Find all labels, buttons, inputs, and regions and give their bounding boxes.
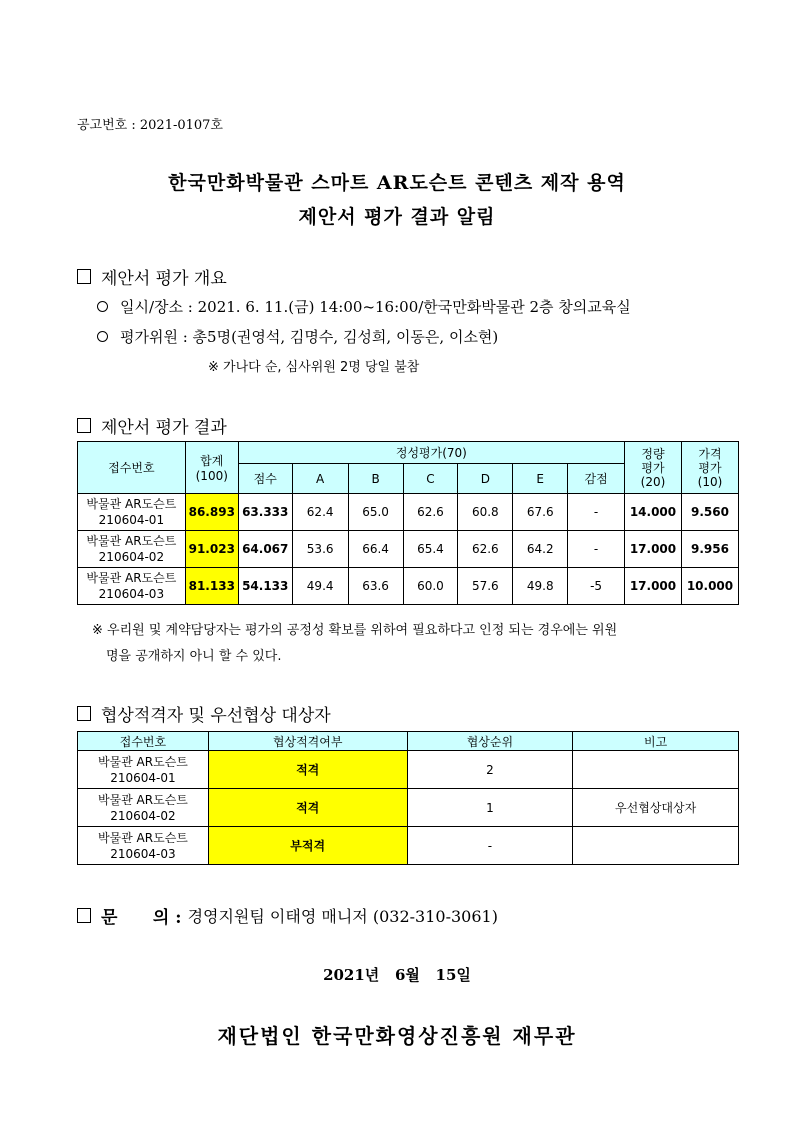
header-total-sub: (100)	[195, 469, 228, 483]
cell-e: 49.8	[513, 568, 568, 605]
header-score: 점수	[238, 464, 292, 494]
id-line1: 박물관 AR도슨트	[97, 754, 188, 769]
overview-item-text: 평가위원 : 총5명(권영석, 김명수, 김성희, 이동은, 이소현)	[120, 328, 499, 346]
cell-remark: 우선협상대상자	[573, 789, 739, 827]
cell-b: 65.0	[348, 494, 403, 531]
section-overview-title: 제안서 평가 개요	[101, 269, 227, 289]
id-line2: 210604-01	[98, 513, 165, 527]
cell-rank: 2	[407, 751, 573, 789]
cell-d: 57.6	[458, 568, 513, 605]
cell-price: 9.956	[681, 531, 738, 568]
cell-eligibility: 부적격	[208, 827, 407, 865]
cell-penalty: -5	[568, 568, 625, 605]
cell-price: 10.000	[681, 568, 738, 605]
id-line1: 박물관 AR도슨트	[86, 534, 177, 548]
cell-rank: -	[407, 827, 573, 865]
section-results-heading	[77, 413, 227, 438]
cell-a: 53.6	[292, 531, 348, 568]
cell-rank: 1	[407, 789, 573, 827]
issuing-organization: 재단법인 한국만화영상진흥원 재무관	[217, 1024, 577, 1048]
header-id: 접수번호	[78, 442, 186, 494]
cell-a: 49.4	[292, 568, 348, 605]
header-remark: 비고	[573, 732, 739, 751]
header-quantitative	[625, 442, 682, 494]
section-overview-heading	[77, 264, 227, 289]
results-footnote	[92, 618, 742, 670]
cell-e: 64.2	[513, 531, 568, 568]
header-rank: 협상순위	[407, 732, 573, 751]
cell-quant: 14.000	[625, 494, 682, 531]
contact-label: 문 의 :	[101, 908, 182, 928]
cell-id	[78, 494, 186, 531]
id-line1: 박물관 AR도슨트	[86, 497, 177, 511]
cell-remark	[573, 751, 739, 789]
evaluation-results-table	[77, 441, 739, 605]
header-c: C	[403, 464, 458, 494]
cell-eligibility: 적격	[208, 751, 407, 789]
header-e: E	[513, 464, 568, 494]
cell-eligibility: 적격	[208, 789, 407, 827]
overview-note: ※ 가나다 순, 심사위원 2명 당일 불참	[208, 360, 420, 375]
cell-id	[78, 827, 209, 865]
cell-e: 67.6	[513, 494, 568, 531]
header-quant-label2: 평가	[641, 460, 665, 475]
cell-remark	[573, 827, 739, 865]
table-row	[78, 568, 739, 605]
table-row	[78, 751, 739, 789]
section-contact	[77, 903, 498, 928]
document-title: 한국만화박물관 스마트 AR도슨트 콘텐츠 제작 용역	[168, 172, 626, 194]
cell-a: 62.4	[292, 494, 348, 531]
header-id: 접수번호	[78, 732, 209, 751]
table-row	[78, 531, 739, 568]
id-line1: 박물관 AR도슨트	[97, 792, 188, 807]
id-line1: 박물관 AR도슨트	[86, 571, 177, 585]
section-negotiation-title: 협상적격자 및 우선협상 대상자	[101, 706, 331, 726]
overview-item-datetime	[97, 296, 631, 317]
square-bullet-icon	[77, 418, 91, 433]
header-penalty: 감점	[568, 464, 625, 494]
document-date: 2021년 6월 15일	[323, 966, 471, 984]
cell-id	[78, 751, 209, 789]
id-line2: 210604-02	[98, 550, 165, 564]
header-price-label2: 평가	[698, 460, 722, 475]
id-line2: 210604-01	[110, 770, 176, 785]
section-negotiation-heading	[77, 701, 331, 726]
table-row	[78, 827, 739, 865]
notice-number: 공고번호 : 2021-0107호	[77, 118, 223, 133]
id-line2: 210604-03	[110, 846, 176, 861]
id-line2: 210604-03	[98, 587, 165, 601]
square-bullet-icon	[77, 706, 91, 721]
negotiation-table	[77, 731, 739, 865]
square-bullet-icon	[77, 908, 91, 923]
cell-b: 63.6	[348, 568, 403, 605]
overview-item-evaluators	[97, 326, 498, 347]
cell-d: 60.8	[458, 494, 513, 531]
cell-b: 66.4	[348, 531, 403, 568]
header-quant-sub: (20)	[640, 474, 666, 489]
header-price	[681, 442, 738, 494]
id-line1: 박물관 AR도슨트	[97, 830, 188, 845]
circle-bullet-icon	[97, 301, 108, 312]
header-b: B	[348, 464, 403, 494]
contact-info: 경영지원팀 이태영 매니저 (032-310-3061)	[187, 907, 498, 926]
header-qualitative: 정성평가(70)	[238, 442, 624, 464]
footnote-line1: ※ 우리원 및 계약담당자는 평가의 공정성 확보를 위하여 필요하다고 인정 되는 경우에는 위원	[92, 623, 618, 638]
cell-c: 60.0	[403, 568, 458, 605]
header-price-label: 가격	[698, 446, 722, 461]
section-results-title: 제안서 평가 결과	[101, 418, 227, 438]
document-subtitle: 제안서 평가 결과 알림	[298, 206, 496, 228]
cell-id	[78, 531, 186, 568]
footnote-line2: 명을 공개하지 아니 할 수 있다.	[106, 649, 282, 664]
table-row	[78, 494, 739, 531]
cell-score: 64.067	[238, 531, 292, 568]
cell-price: 9.560	[681, 494, 738, 531]
cell-total: 86.893	[185, 494, 238, 531]
header-total	[185, 442, 238, 494]
header-a: A	[292, 464, 348, 494]
header-total-label: 합계	[200, 454, 224, 468]
id-line2: 210604-02	[110, 808, 176, 823]
cell-quant: 17.000	[625, 531, 682, 568]
cell-score: 63.333	[238, 494, 292, 531]
cell-score: 54.133	[238, 568, 292, 605]
cell-d: 62.6	[458, 531, 513, 568]
overview-item-text: 일시/장소 : 2021. 6. 11.(금) 14:00~16:00/한국만화박물관 2층 창의교육실	[120, 298, 631, 316]
cell-total: 91.023	[185, 531, 238, 568]
header-price-sub: (10)	[697, 474, 723, 489]
cell-id	[78, 789, 209, 827]
cell-c: 62.6	[403, 494, 458, 531]
square-bullet-icon	[77, 269, 91, 284]
header-d: D	[458, 464, 513, 494]
cell-penalty: -	[568, 531, 625, 568]
header-eligibility: 협상적격여부	[208, 732, 407, 751]
circle-bullet-icon	[97, 331, 108, 342]
cell-total: 81.133	[185, 568, 238, 605]
cell-penalty: -	[568, 494, 625, 531]
cell-c: 65.4	[403, 531, 458, 568]
cell-id	[78, 568, 186, 605]
table-row	[78, 789, 739, 827]
header-quant-label: 정량	[641, 446, 665, 461]
cell-quant: 17.000	[625, 568, 682, 605]
